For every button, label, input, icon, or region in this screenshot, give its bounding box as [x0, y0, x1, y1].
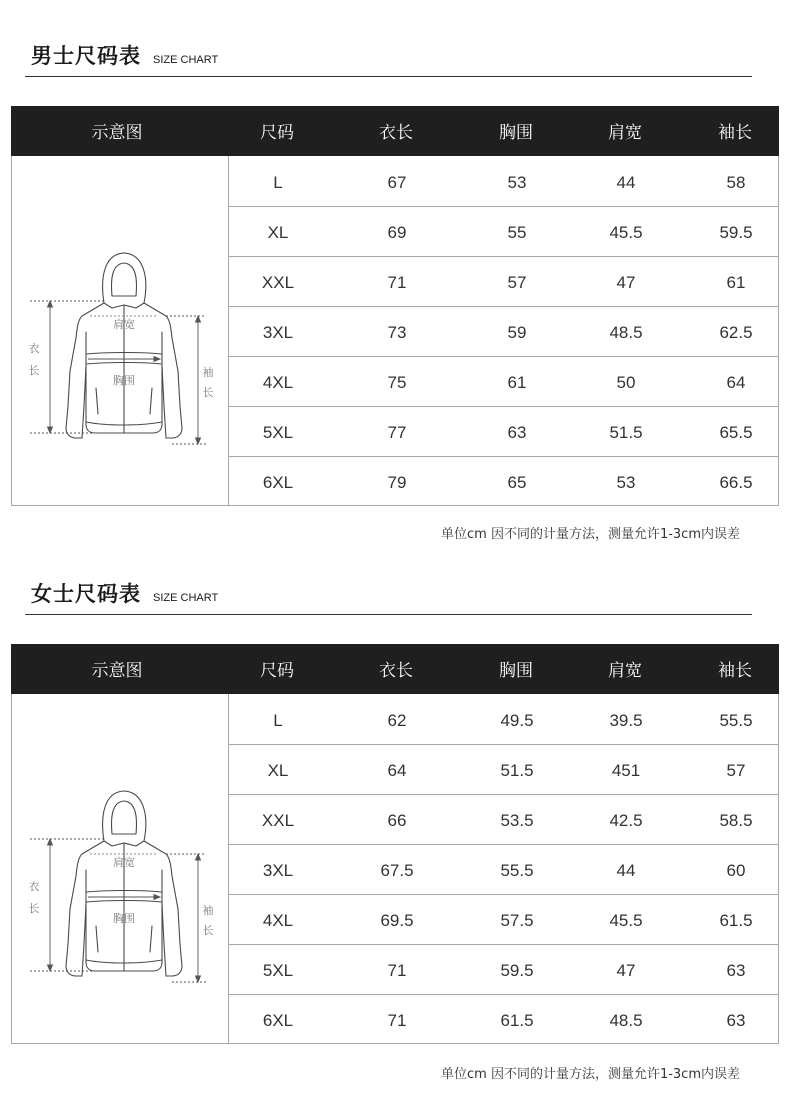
size-cell: XL [267, 223, 289, 242]
sleeve-cell: 64 [726, 373, 746, 392]
men-subtitle: SIZE CHART [153, 54, 219, 66]
chest-cell: 55 [507, 223, 527, 242]
chest-cell: 61 [507, 373, 527, 392]
table-row [229, 844, 778, 895]
length-label-1: 衣 [28, 342, 40, 355]
sleeve-cell: 57 [726, 761, 746, 780]
size-cell: L [273, 711, 283, 730]
size-cell: 4XL [262, 373, 294, 392]
size-cell: XXL [261, 811, 295, 830]
size-cell: 5XL [262, 961, 294, 980]
sleeve-cell: 61 [726, 273, 746, 292]
chest-cell: 57.5 [500, 911, 534, 930]
length-cell: 64 [387, 761, 407, 780]
chest-label: 胸围 [113, 374, 135, 387]
shoulder-cell: 47 [616, 961, 636, 980]
chest-label: 胸围 [113, 912, 135, 925]
chest-cell: 61.5 [500, 1011, 534, 1030]
size-cell: L [273, 173, 283, 192]
jacket-diagram [12, 694, 229, 1043]
shoulder-cell: 42.5 [609, 811, 643, 830]
shoulder-cell: 51.5 [609, 423, 643, 442]
size-header: 尺码 [260, 661, 294, 681]
length-cell: 79 [387, 473, 407, 492]
length-cell: 66 [387, 811, 407, 830]
shoulder-cell: 451 [611, 761, 641, 780]
chest-cell: 59 [507, 323, 527, 342]
size-cell: 6XL [262, 473, 294, 492]
length-label-2: 长 [28, 902, 40, 915]
shoulder-cell: 48.5 [609, 1011, 643, 1030]
sleeve-header: 袖长 [718, 661, 752, 681]
shoulder-cell: 44 [616, 173, 636, 192]
table-row [229, 894, 778, 945]
table-row [229, 744, 778, 795]
men-title: 男士尺码表 [31, 44, 141, 68]
size-cell: 4XL [262, 911, 294, 930]
sleeve-header: 袖长 [718, 123, 752, 143]
table-row [229, 794, 778, 845]
size-cell: XXL [261, 273, 295, 292]
women-measure-note: 单位cm 因不同的计量方法，测量允许1-3cm内误差 [441, 1067, 740, 1082]
shoulder-cell: 53 [616, 473, 636, 492]
shoulder-cell: 47 [616, 273, 636, 292]
length-cell: 71 [387, 961, 407, 980]
chest-cell: 59.5 [500, 961, 534, 980]
sleeve-cell: 59.5 [719, 223, 753, 242]
chest-cell: 65 [507, 473, 527, 492]
chest-header: 胸围 [499, 661, 533, 681]
table-body [11, 694, 779, 1044]
length-cell: 71 [387, 273, 407, 292]
chest-cell: 49.5 [500, 711, 534, 730]
women-title: 女士尺码表 [31, 582, 141, 606]
diagram-header: 示意图 [91, 661, 143, 681]
men-measure-note: 单位cm 因不同的计量方法，测量允许1-3cm内误差 [441, 527, 740, 542]
shoulder-label: 肩宽 [113, 856, 135, 869]
size-cell: 5XL [262, 423, 294, 442]
sleeve-cell: 65.5 [719, 423, 753, 442]
size-cell: 6XL [262, 1011, 294, 1030]
sleeve-cell: 63 [726, 1011, 746, 1030]
length-cell: 75 [387, 373, 407, 392]
sleeve-cell: 60 [726, 861, 746, 880]
table-row [229, 944, 778, 995]
shoulder-label: 肩宽 [113, 318, 135, 331]
women-subtitle: SIZE CHART [153, 592, 219, 604]
table-row [229, 994, 778, 1044]
shoulder-header: 肩宽 [608, 661, 642, 681]
length-cell: 73 [387, 323, 407, 342]
table-row [229, 694, 778, 745]
length-cell: 77 [387, 423, 407, 442]
shoulder-cell: 45.5 [609, 911, 643, 930]
sleeve-cell: 62.5 [719, 323, 753, 342]
jacket-diagram-svg [12, 694, 228, 1043]
size-cell: 3XL [262, 861, 294, 880]
chest-cell: 63 [507, 423, 527, 442]
chest-header: 胸围 [499, 123, 533, 143]
shoulder-cell: 44 [616, 861, 636, 880]
length-cell: 62 [387, 711, 407, 730]
shoulder-header: 肩宽 [608, 123, 642, 143]
size-cell: XL [267, 761, 289, 780]
chest-cell: 57 [507, 273, 527, 292]
sleeve-label-2: 长 [202, 386, 214, 399]
length-header: 衣长 [379, 661, 413, 681]
shoulder-cell: 39.5 [609, 711, 643, 730]
size-header: 尺码 [260, 123, 294, 143]
chest-cell: 53 [507, 173, 527, 192]
chest-cell: 55.5 [500, 861, 534, 880]
length-label-1: 衣 [28, 880, 40, 893]
shoulder-cell: 45.5 [609, 223, 643, 242]
sleeve-cell: 66.5 [719, 473, 753, 492]
women-title-rule [25, 614, 752, 615]
shoulder-cell: 48.5 [609, 323, 643, 342]
length-cell: 67 [387, 173, 407, 192]
length-cell: 69.5 [380, 911, 414, 930]
sleeve-label-1: 袖 [202, 366, 214, 379]
sleeve-label-2: 长 [202, 924, 214, 937]
chest-cell: 51.5 [500, 761, 534, 780]
length-header: 衣长 [379, 123, 413, 143]
women-size-table [11, 644, 779, 1044]
length-cell: 67.5 [380, 861, 414, 880]
sleeve-cell: 58.5 [719, 811, 753, 830]
shoulder-cell: 50 [616, 373, 636, 392]
table-header-row [11, 644, 779, 694]
women-section-title [31, 578, 218, 608]
sleeve-cell: 58 [726, 173, 746, 192]
size-cell: 3XL [262, 323, 294, 342]
sleeve-cell: 61.5 [719, 911, 753, 930]
sleeve-label-1: 袖 [202, 904, 214, 917]
length-cell: 69 [387, 223, 407, 242]
sleeve-cell: 55.5 [719, 711, 753, 730]
length-label-2: 长 [28, 364, 40, 377]
diagram-header: 示意图 [91, 123, 143, 143]
length-cell: 71 [387, 1011, 407, 1030]
chest-cell: 53.5 [500, 811, 534, 830]
sleeve-cell: 63 [726, 961, 746, 980]
